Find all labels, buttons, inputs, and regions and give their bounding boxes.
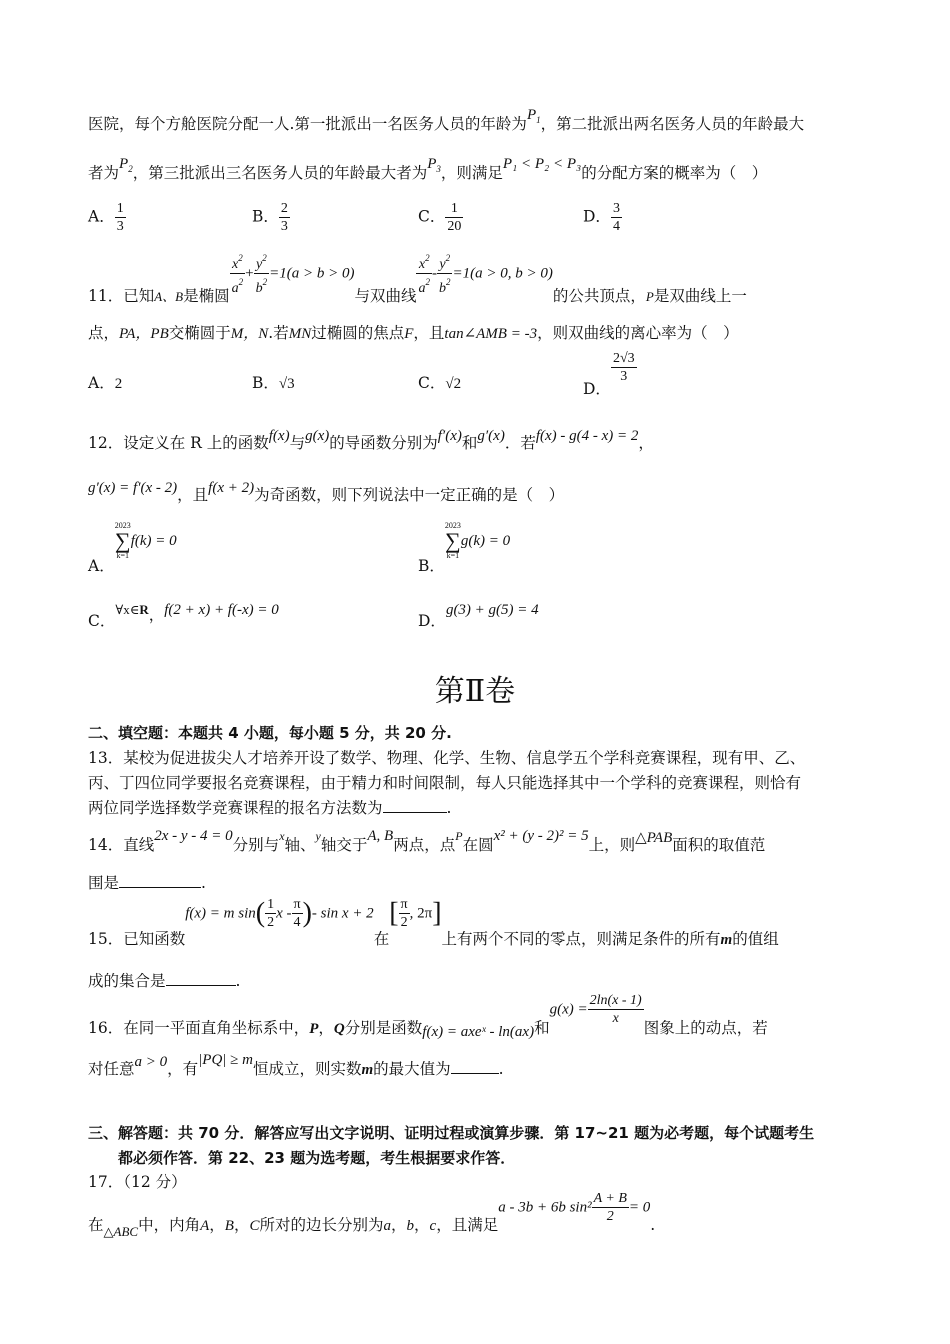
q13-answer-blank[interactable]	[383, 798, 447, 813]
q11-pa-pb: PA，PB	[119, 326, 169, 342]
q11-text-i: 过椭圆的焦点	[311, 324, 405, 342]
q10-option-d: D． $\frac{3}{4}$	[583, 201, 620, 234]
q14-answer-blank[interactable]	[119, 873, 201, 888]
q10-option-b: B． $\frac{2}{3}$	[252, 201, 288, 234]
q14-line-eq: 2x - y - 4 = 0	[154, 828, 233, 844]
q11-option-b: B．√3	[252, 374, 295, 392]
q15-line1: 15．已知函数f(x) = m sin( $\frac{1}{2}$ x - $\frac{\pi}{4}$ )- sin x + 2在[ $\frac{\pi}{2}$ , 2π]上有两个不同的零点，则满足条件的所有m的值组	[88, 897, 779, 948]
q11-line1: 11．已知$_{A、B}$是椭圆 $\frac{x^2}{a^2}$ + $\frac{y^2}{b^2}$ =1(a > b > 0)与双曲线 $\frac{x^2}{a^2}$ - $\frac{y^2}{b^2}$ =1(a > 0, b > 0)的公共顶点，$_P$是双曲线上一	[88, 250, 864, 296]
q11-mn: M，N	[230, 326, 269, 342]
q14-triangle: △PAB	[635, 830, 673, 846]
q14-line1: 14．直线2x - y - 4 = 0分别与$^x$轴、$^y$轴交于A, B两点，点$^P$在圆x² + (y - 2)² = 5上，则△PAB面积的取值范	[88, 828, 766, 854]
hyper-condition: =1(a > 0, b > 0)	[452, 265, 553, 282]
q11-text-d: 的公共顶点，	[552, 286, 646, 305]
q11-text-b: 是椭圆	[183, 286, 230, 305]
q15-answer-blank[interactable]	[166, 971, 236, 986]
q10-text-d: ，第三批派出三名医务人员的年龄最大者为	[132, 164, 428, 182]
q15-line2: 成的集合是 .	[88, 972, 241, 990]
q16-f-func: f(x) = axeˣ - ln(ax)	[422, 1023, 535, 1040]
ellipse-condition: =1(a > b > 0)	[269, 265, 355, 282]
q11-text: 11．已知	[88, 286, 155, 305]
q11-text-h: .若	[268, 324, 289, 342]
q16-text: 16．在同一平面直角坐标系中，	[88, 1018, 310, 1037]
q13-text: 两位同学选择数学竞赛课程的报名方法数为	[88, 799, 383, 817]
q11-option-d: D． $\frac{2√3}{3}$	[583, 351, 635, 398]
q12-text-f: ，	[638, 434, 654, 452]
q11-text-e: 是双曲线上一	[653, 286, 747, 305]
q12-line1	[88, 428, 864, 455]
q17-equation: a - 3b + 6b sin²	[498, 1199, 592, 1216]
q11-option-c: C．√2	[418, 374, 462, 392]
q12-text-h: 为奇函数，则下列说法中一定正确的是（ ）	[254, 486, 565, 504]
q11-text-k: ，则双曲线的离心率为（ ）	[537, 324, 739, 342]
q11-option-a: A．2	[88, 374, 123, 392]
p2-symbol: $P_2$	[119, 156, 133, 174]
q12-fprime: f′(x)	[437, 428, 462, 444]
q11-focus: F	[404, 326, 414, 342]
q16-line1: 16．在同一平面直角坐标系中，P，Q分别是函数f(x) = axeˣ - ln(ax)和g(x) = $\frac{2\ln(x - 1)}{x}$ 图象上的动点，若	[88, 993, 768, 1040]
q17-heading: 17．（12 分）	[88, 1173, 187, 1191]
q14-text: 14．直线	[88, 836, 155, 854]
section3-heading-line1: 三、解答题：共 70 分．解答应写出文字说明、证明过程或演算步骤．第 17~21 题为必考题，每个试题考生	[88, 1124, 815, 1142]
q11-tan: tan∠AMB = -3	[444, 326, 538, 342]
q10-option-c: C． $\frac{1}{20}$	[418, 201, 462, 234]
section3-heading-line2: 都必须作答．第 22、23 题为选考题，考生根据要求作答．	[118, 1149, 516, 1167]
q14-line2: 围是 .	[88, 874, 206, 892]
q10-text-b: ，第二批派出两名医务人员的年龄最大	[540, 115, 805, 133]
ellipse-x-frac: $\frac{x^2}{a^2}$	[230, 250, 246, 297]
q10-text: 医院，每个方舱医院分配一人.第一批派出一名医务人员的年龄为	[88, 115, 527, 133]
q17-line1: 在$_{\triangle ABC}$中，内角A，B，C所对的边长分别为a，b，c，且满足a - 3b + 6b sin² $\frac{A + B}{2}$ = 0.	[88, 1191, 656, 1239]
q11-text-j: ，且	[413, 324, 445, 342]
q12-eq2: g′(x) = f′(x - 2)	[88, 480, 178, 496]
section2-heading: 二、填空题：本题共 4 小题，每小题 5 分，共 20 分.	[88, 724, 452, 742]
q12-text-c: 的导函数分别为	[329, 434, 438, 452]
ellipse-y-frac: $\frac{y^2}{b^2}$	[254, 250, 270, 297]
q17-text: 在	[88, 1215, 104, 1234]
q15-text: 15．已知函数	[88, 929, 186, 948]
q10-line2	[88, 156, 864, 190]
q12-eq1: f(x) - g(4 - x) = 2	[535, 428, 639, 444]
q12-text-b: 与	[289, 434, 306, 452]
sum-symbol-a: 2023 ∑ k=1	[114, 521, 131, 560]
q11-line2	[88, 322, 864, 345]
q12-eq3: f(x + 2)	[208, 480, 255, 496]
q11-text-g: 交椭圆于	[168, 324, 231, 342]
hyper-x-frac: $\frac{x^2}{a^2}$	[416, 250, 432, 297]
q11-text-f: 点，	[88, 324, 120, 342]
p3-symbol: $P_3$	[427, 156, 441, 174]
part2-title: 第Ⅱ卷	[434, 674, 516, 709]
q11-ab: A、B	[154, 288, 184, 304]
q13-line3: 两位同学选择数学竞赛课程的报名方法数为 .	[88, 799, 452, 817]
q12-text: 12．设定义在 R 上的函数	[88, 434, 269, 452]
q12-option-d: D．g(3) + g(5) = 4	[418, 602, 539, 630]
q13-line2: 丙、丁四位同学要报名竞赛课程，由于精力和时间限制，每人只能选择其中一个学科的竞赛课程，则恰有	[88, 774, 802, 792]
q11-mn-line: MN	[288, 326, 312, 342]
q16-line2: 对任意a > 0，有|PQ| ≥ m恒成立，则实数m的最大值为 .	[88, 1052, 504, 1078]
p1-symbol: $P_1$	[526, 107, 541, 125]
q12-option-c: C．∀x∈R，f(2 + x) + f(-x) = 0	[88, 602, 279, 630]
q12-f: f(x)	[268, 428, 290, 444]
q16-g-func: g(x) =	[549, 1001, 588, 1018]
q12-option-a: A． 2023 ∑ k=1 f(k) = 0	[88, 521, 177, 575]
q12-gprime: g′(x)	[477, 428, 505, 444]
q16-answer-blank[interactable]	[451, 1059, 499, 1074]
q10-option-a: A． $\frac{1}{3}$	[88, 201, 124, 234]
q11-p: P	[645, 288, 654, 304]
q13-line1: 13．某校为促进拔尖人才培养开设了数学、物理、化学、生物、信息学五个学科竞赛课程，现有甲、乙、	[88, 749, 806, 767]
q12-line2	[88, 480, 864, 507]
q14-circle-eq: x² + (y - 2)² = 5	[493, 828, 589, 844]
q10-text-c: 者为	[88, 164, 120, 182]
q12-text-e: ．若	[504, 434, 536, 452]
q16-inequality: |PQ| ≥ m	[198, 1052, 253, 1068]
q10-condition: P₁ < P₂ < P₃	[502, 156, 582, 172]
q15-func: f(x) = m sin	[185, 905, 256, 922]
q12-option-b: B． 2023 ∑ k=1 g(k) = 0	[418, 521, 511, 575]
q10-text-f: 的分配方案的概率为（ ）	[581, 164, 768, 182]
q12-text-g: ，且	[177, 486, 209, 504]
hyper-y-frac: $\frac{y^2}{b^2}$	[437, 250, 453, 297]
q12-g: g(x)	[305, 428, 330, 444]
sum-symbol-b: 2023 ∑ k=1	[444, 521, 461, 560]
q10-text-e: ，则满足	[440, 164, 503, 182]
q11-text-c: 与双曲线	[354, 286, 417, 305]
q10-line1	[88, 107, 864, 141]
q12-text-d: 和	[461, 434, 478, 452]
